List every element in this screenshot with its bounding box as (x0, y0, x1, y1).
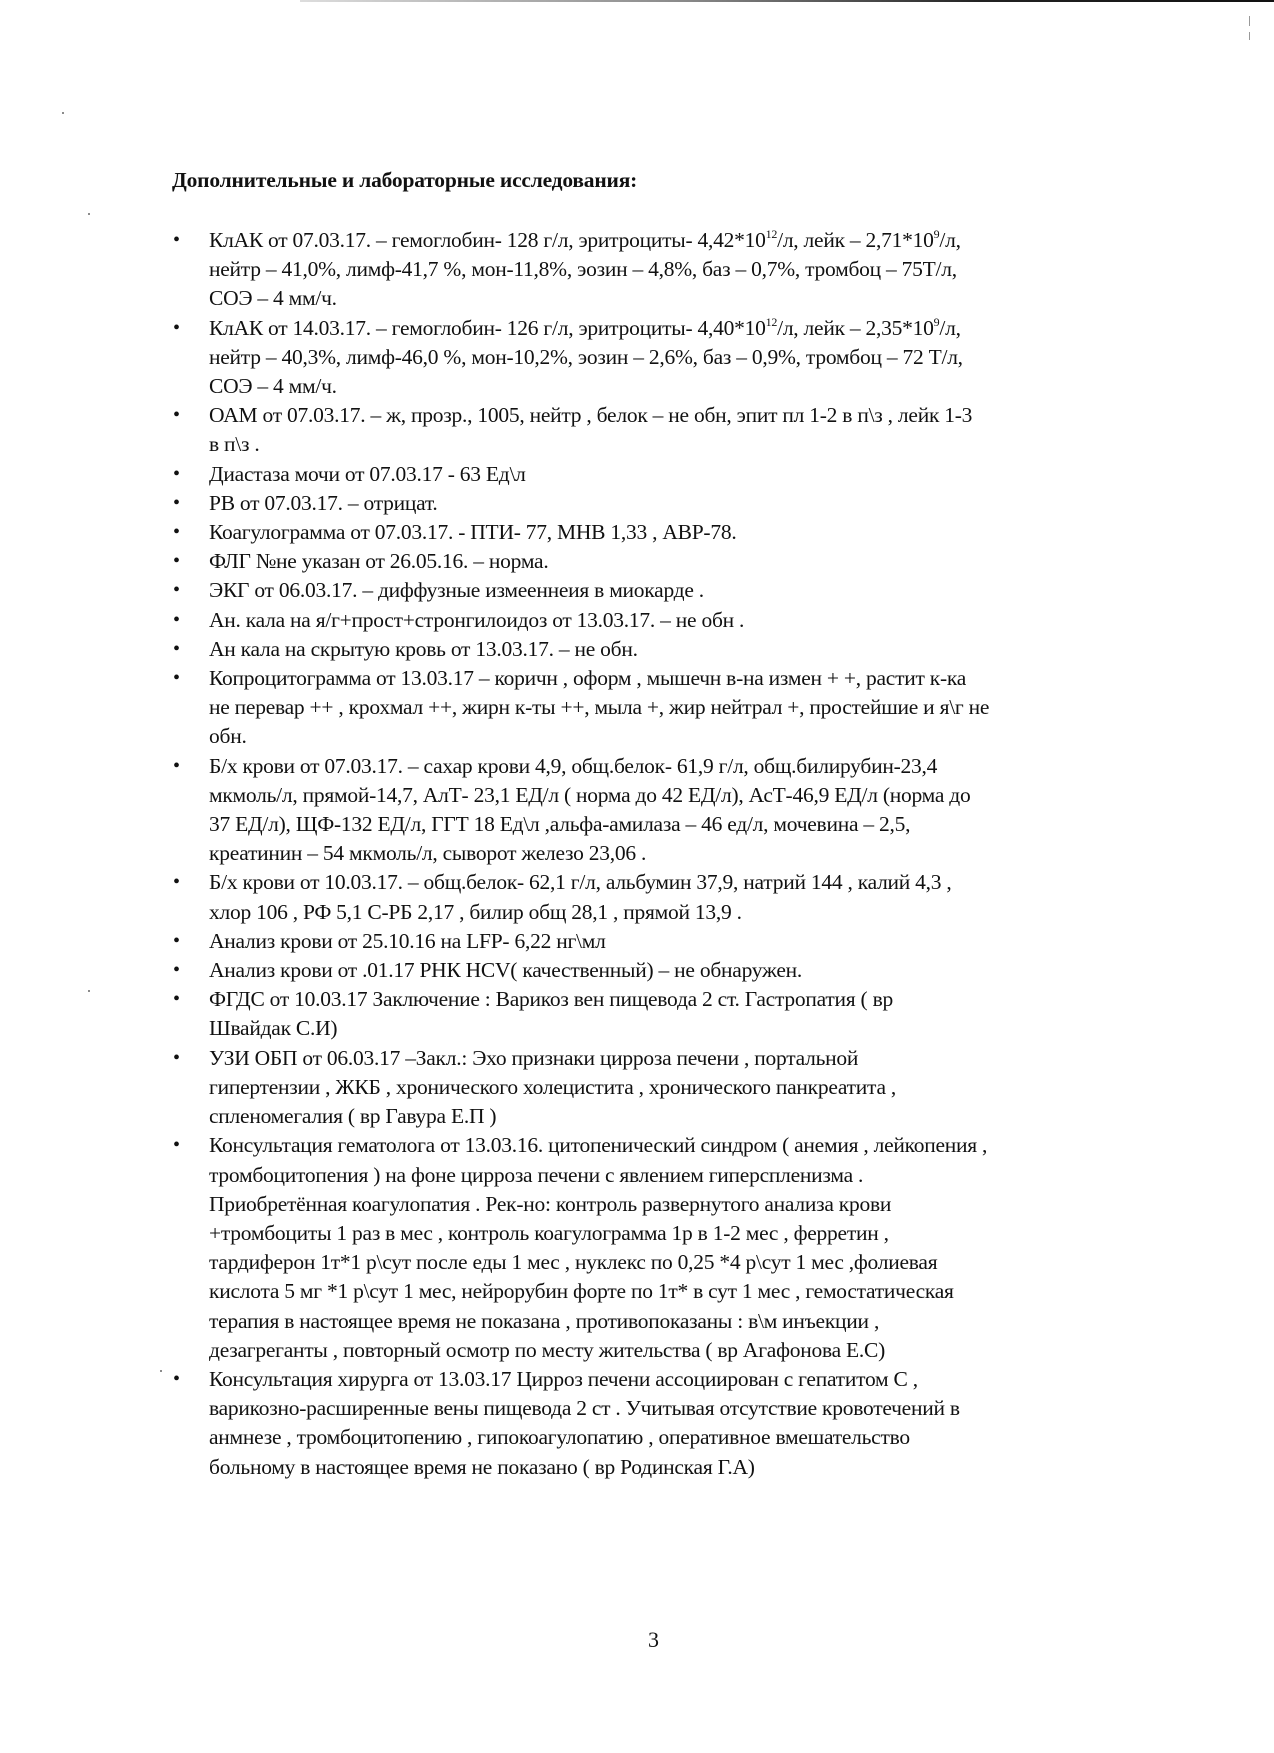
text-segment: тардиферон 1т*1 р\сут после еды 1 мес , нуклекс по 0,25 *4 р\сут 1 мес ,фолиевая (209, 1250, 938, 1275)
text-line (209, 1394, 1152, 1423)
text-line (209, 489, 1152, 518)
text-line (209, 606, 1152, 635)
text-segment: терапия в настоящее время не показана , противопоказаны : в\м инъекции , (209, 1308, 880, 1333)
text-line (209, 1044, 1152, 1073)
text-segment: Ан. кала на я/г+прост+стронгилоидоз от 13.03.17. – не обн . (209, 607, 745, 632)
section-heading: Дополнительные и лабораторные исследования: (172, 168, 638, 192)
bullet-icon: • (173, 462, 180, 485)
text-segment: /л, (939, 315, 961, 340)
list-item (172, 489, 1152, 518)
text-line (209, 693, 1152, 722)
text-segment: в п\з . (209, 432, 260, 457)
text-segment: Ан кала на скрытую кровь от 13.03.17. – не обн. (209, 636, 638, 661)
text-segment: /л, лейк – 2,35*10 (777, 315, 934, 340)
bullet-icon: • (173, 550, 180, 573)
text-segment: Приобретённая коагулопатия . Рек-но: контроль развернутого анализа крови (209, 1191, 892, 1216)
list-item (172, 752, 1152, 869)
text-segment: РВ от 07.03.17. – отрицат. (209, 490, 438, 515)
list-item (172, 985, 1152, 1043)
bullet-icon: • (173, 959, 180, 982)
list-item (172, 401, 1152, 459)
bullet-icon: • (173, 404, 180, 427)
bullet-icon: • (173, 316, 180, 339)
text-line (209, 343, 1152, 372)
text-line (209, 664, 1152, 693)
text-line (209, 430, 1152, 459)
text-segment: СОЭ – 4 мм/ч. (209, 374, 337, 399)
text-line (209, 1161, 1152, 1190)
text-segment: мкмоль/л, прямой-14,7, АлТ- 23,1 ЕД/л ( норма до 42 ЕД/л), АсТ-46,9 ЕД/л (норма до (209, 782, 971, 807)
scan-speck (160, 1370, 162, 1372)
list-item (172, 635, 1152, 664)
text-segment: Швайдак С.И) (209, 1016, 338, 1041)
text-line (209, 576, 1152, 605)
list-item (172, 1044, 1152, 1132)
bullet-icon: • (173, 608, 180, 631)
text-segment: ФГДС от 10.03.17 Заключение : Варикоз вен пищевода 2 ст. Гастропатия ( вр (209, 987, 893, 1012)
text-segment: не перевар ++ , крохмал ++, жирн к-ты ++, мыла +, жир нейтрал +, простейшие и я\г не (209, 695, 990, 720)
list-item (172, 226, 1152, 314)
text-line (209, 985, 1152, 1014)
text-line (209, 722, 1152, 751)
text-line (209, 839, 1152, 868)
bullet-icon: • (173, 229, 180, 251)
text-segment: креатинин – 54 мкмоль/л, сыворот железо 23,06 . (209, 841, 647, 866)
text-line (209, 460, 1152, 489)
text-line (209, 1219, 1152, 1248)
text-line (209, 401, 1152, 430)
text-line (209, 1073, 1152, 1102)
scan-speck (88, 990, 90, 992)
text-line (209, 1248, 1152, 1277)
text-line (209, 1277, 1152, 1306)
text-segment: варикозно-расширенные вены пищевода 2 ст . Учитывая отсутствие кровотечений в (209, 1396, 960, 1421)
page-number: 3 (648, 1627, 659, 1652)
text-segment: ФЛГ №не указан от 26.05.16. – норма. (209, 549, 549, 574)
list-item (172, 664, 1152, 752)
list-item (172, 547, 1152, 576)
bullet-icon: • (173, 521, 180, 544)
text-segment: +тромбоциты 1 раз в мес , контроль коагулограмма 1р в 1-2 мес , ферретин , (209, 1220, 889, 1245)
text-segment: Диастаза мочи от 07.03.17 - 63 Ед\л (209, 461, 526, 486)
scan-speck (62, 112, 64, 114)
list-item (172, 518, 1152, 547)
text-segment: анмнезе , тромбоцитопению , гипокоагулопатию , оперативное вмешательство (209, 1425, 910, 1450)
text-segment: Коагулограмма от 07.03.17. - ПТИ- 77, МНВ 1,33 , АВР-78. (209, 520, 737, 545)
text-line (209, 868, 1152, 897)
text-line (209, 1365, 1152, 1394)
text-line (209, 1190, 1152, 1219)
list-item (172, 1365, 1152, 1482)
list-item (172, 460, 1152, 489)
text-segment: КлАК от 14.03.17. – гемоглобин- 126 г/л, эритроциты- 4,40*10 (209, 315, 766, 340)
bullet-icon: • (173, 1046, 180, 1069)
text-line (209, 226, 1152, 255)
text-segment: ЭКГ от 06.03.17. – диффузные измееннеия в миокарде . (209, 578, 704, 603)
bullet-icon: • (173, 929, 180, 952)
text-line (209, 372, 1152, 401)
text-segment: гипертензии , ЖКБ , хронического холецистита , хронического панкреатита , (209, 1074, 896, 1099)
list-item (172, 606, 1152, 635)
text-segment: Консультация хирурга от 13.03.17 Цирроз печени ассоциирован с гепатитом С , (209, 1366, 918, 1391)
text-line (209, 255, 1152, 284)
text-line (209, 781, 1152, 810)
list-item (172, 927, 1152, 956)
scan-mark (1249, 16, 1250, 26)
text-line (209, 1131, 1152, 1160)
text-segment: Б/х крови от 07.03.17. – сахар крови 4,9, общ.белок- 61,9 г/л, общ.билирубин-23,4 (209, 753, 938, 778)
list-item (172, 956, 1152, 985)
bullet-icon: • (173, 871, 180, 894)
text-line (209, 314, 1152, 343)
text-segment: обн. (209, 724, 247, 749)
bullet-icon: • (173, 667, 180, 690)
list-item (172, 868, 1152, 926)
scan-edge (300, 0, 1274, 2)
text-segment: дезагреганты , повторный осмотр по месту жительства ( вр Агафонова Е.С) (209, 1337, 886, 1362)
text-segment: Консультация гематолога от 13.03.16. цитопенический синдром ( анемия , лейкопения , (209, 1133, 988, 1158)
list-item (172, 1131, 1152, 1365)
text-segment: 37 ЕД/л), ЩФ-132 ЕД/л, ГГТ 18 Ед\л ,альфа-амилаза – 46 ед/л, мочевина – 2,5, (209, 812, 911, 837)
text-line (209, 284, 1152, 313)
text-line (209, 635, 1152, 664)
bullet-icon: • (173, 491, 180, 514)
superscript: 12 (765, 227, 778, 241)
bullet-icon: • (173, 1367, 180, 1390)
text-line (209, 1336, 1152, 1365)
text-line (209, 1423, 1152, 1452)
scan-mark (1249, 32, 1250, 40)
text-segment: ОАМ от 07.03.17. – ж, прозр., 1005, нейтр , белок – не обн, эпит пл 1-2 в п\з , лейк 1-3 (209, 403, 973, 428)
text-segment: нейтр – 41,0%, лимф-41,7 %, мон-11,8%, эозин – 4,8%, баз – 0,7%, тромбоц – 75Т/л, (209, 257, 957, 282)
bullet-icon: • (173, 988, 180, 1011)
lab-results-list (172, 226, 1152, 1482)
text-segment: тромбоцитопения ) на фоне цирроза печени с явлением гиперспленизма . (209, 1162, 864, 1187)
superscript: 9 (933, 227, 940, 241)
text-segment: СОЭ – 4 мм/ч. (209, 286, 337, 311)
text-line (209, 518, 1152, 547)
text-segment: спленомегалия ( вр Гавура Е.П ) (209, 1104, 497, 1129)
bullet-icon: • (173, 579, 180, 602)
text-segment: больному в настоящее время не показано ( вр Родинская Г.А) (209, 1454, 755, 1479)
text-segment: Б/х крови от 10.03.17. – общ.белок- 62,1 г/л, альбумин 37,9, натрий 144 , калий 4,3 , (209, 870, 952, 895)
list-item (172, 576, 1152, 605)
text-segment: Копроцитограмма от 13.03.17 – коричн , оформ , мышечн в-на измен + +, растит к-ка (209, 666, 967, 691)
list-item (172, 314, 1152, 402)
text-segment: /л, (939, 228, 961, 252)
text-segment: КлАК от 07.03.17. – гемоглобин- 128 г/л, эритроциты- 4,42*10 (209, 228, 766, 252)
text-segment: хлор 106 , РФ 5,1 С-РБ 2,17 , билир общ 28,1 , прямой 13,9 . (209, 899, 742, 924)
text-segment: УЗИ ОБП от 06.03.17 –Закл.: Эхо признаки цирроза печени , портальной (209, 1045, 859, 1070)
text-line (209, 927, 1152, 956)
text-segment: кислота 5 мг *1 р\сут 1 мес, нейрорубин форте по 1т* в сут 1 мес , гемостатическая (209, 1279, 954, 1304)
text-segment: Анализ крови от .01.17 РНК HCV( качественный) – не обнаружен. (209, 958, 802, 983)
scan-speck (88, 213, 90, 215)
text-segment: Анализ крови от 25.10.16 на LFP- 6,22 нг\мл (209, 928, 606, 953)
text-line (209, 1014, 1152, 1043)
bullet-icon: • (173, 1134, 180, 1157)
text-line (209, 956, 1152, 985)
text-line (209, 898, 1152, 927)
bullet-icon: • (173, 754, 180, 777)
superscript: 12 (765, 314, 778, 329)
text-line (209, 1453, 1152, 1482)
text-line (209, 1102, 1152, 1131)
text-line (209, 810, 1152, 839)
text-line (209, 1307, 1152, 1336)
text-segment: нейтр – 40,3%, лимф-46,0 %, мон-10,2%, эозин – 2,6%, баз – 0,9%, тромбоц – 72 Т/л, (209, 344, 963, 369)
text-line (209, 752, 1152, 781)
superscript: 9 (933, 314, 940, 329)
bullet-icon: • (173, 637, 180, 660)
text-segment: /л, лейк – 2,71*10 (777, 228, 934, 252)
text-line (209, 547, 1152, 576)
